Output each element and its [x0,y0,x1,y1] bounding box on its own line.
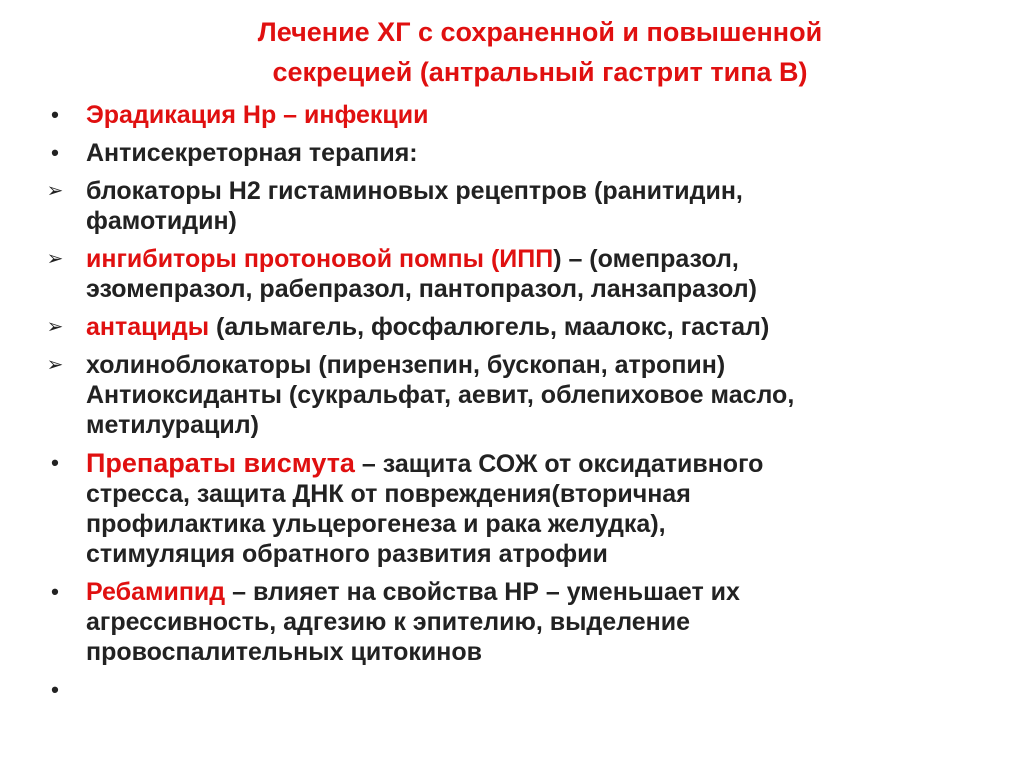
item-text-line-1 [86,244,1000,274]
item-text-line-2: агрессивность, адгезию к эпителию, выделение [86,608,691,636]
list-item-antacids [40,312,1000,342]
list-item-cholinoblockers [40,350,1000,440]
item-text-line-3: провоспалительных цитокинов [86,638,483,666]
item-rest: (альмагель, фосфалюгель, маалокс, гастал) [209,313,770,341]
arrow-marker-icon: ➢ [46,248,64,270]
item-text-line-1 [86,312,1000,342]
item-text: Эрадикация Нр – инфекции [86,101,429,129]
arrow-marker-icon: ➢ [46,316,64,338]
list-item-empty [40,675,1000,705]
item-rest: – влияет на свойства НР – уменьшает их [225,578,740,606]
item-text-line-1 [86,577,1000,607]
item-highlight: ингибиторы протоновой помпы (ИПП [86,245,554,273]
bullet-marker: • [51,677,59,702]
bullet-marker: • [51,102,59,127]
arrow-marker-icon: ➢ [46,180,64,202]
list-item-ppi [40,244,1000,304]
bullet-marker: • [51,450,59,475]
bullet-list [40,100,1000,713]
list-item-rebamipide [40,577,1000,667]
item-text-line-2: фамотидин) [86,207,237,235]
title-line-1: Лечение ХГ с сохраненной и повышенной [257,17,823,47]
bullet-marker: • [51,140,59,165]
list-item-eradication [40,100,1000,130]
item-text-line-2: Антиоксиданты (сукральфат, аевит, облепиховое масло, [86,381,795,409]
list-item-antisecretory [40,138,1000,168]
item-rest: ) – (омепразол, [553,245,739,273]
item-text-line-1: холиноблокаторы (пирензепин, бускопан, атропин) [86,351,726,379]
item-text-line-3: профилактика ульцерогенеза и рака желудка), [86,510,666,538]
item-highlight: Препараты висмута [86,448,355,478]
arrow-marker-icon: ➢ [46,354,64,376]
item-text-line-4: стимуляция обратного развития атрофии [86,540,608,568]
item-text-empty [86,675,1000,705]
item-text-line-1: блокаторы Н2 гистаминовых рецептров (ранитидин, [86,177,743,205]
item-text-line-2: эзомепразол, рабепразол, пантопразол, ланзапразол) [86,275,757,303]
slide-title [150,12,930,92]
title-line-2: секрецией (антральный гастрит типа В) [272,57,808,87]
item-highlight: Ребамипид [86,578,226,606]
item-highlight: антациды [86,313,210,341]
list-item-h2-blockers [40,176,1000,236]
item-text-line-1 [86,448,1000,479]
item-text: Антисекреторная терапия: [86,139,418,167]
list-item-bismuth [40,448,1000,569]
item-rest: – защита СОЖ от оксидативного [354,450,764,478]
bullet-marker: • [51,579,59,604]
item-text-line-3: метилурацил) [86,411,259,439]
item-text-line-2: стресса, защита ДНК от повреждения(вторичная [86,480,691,508]
